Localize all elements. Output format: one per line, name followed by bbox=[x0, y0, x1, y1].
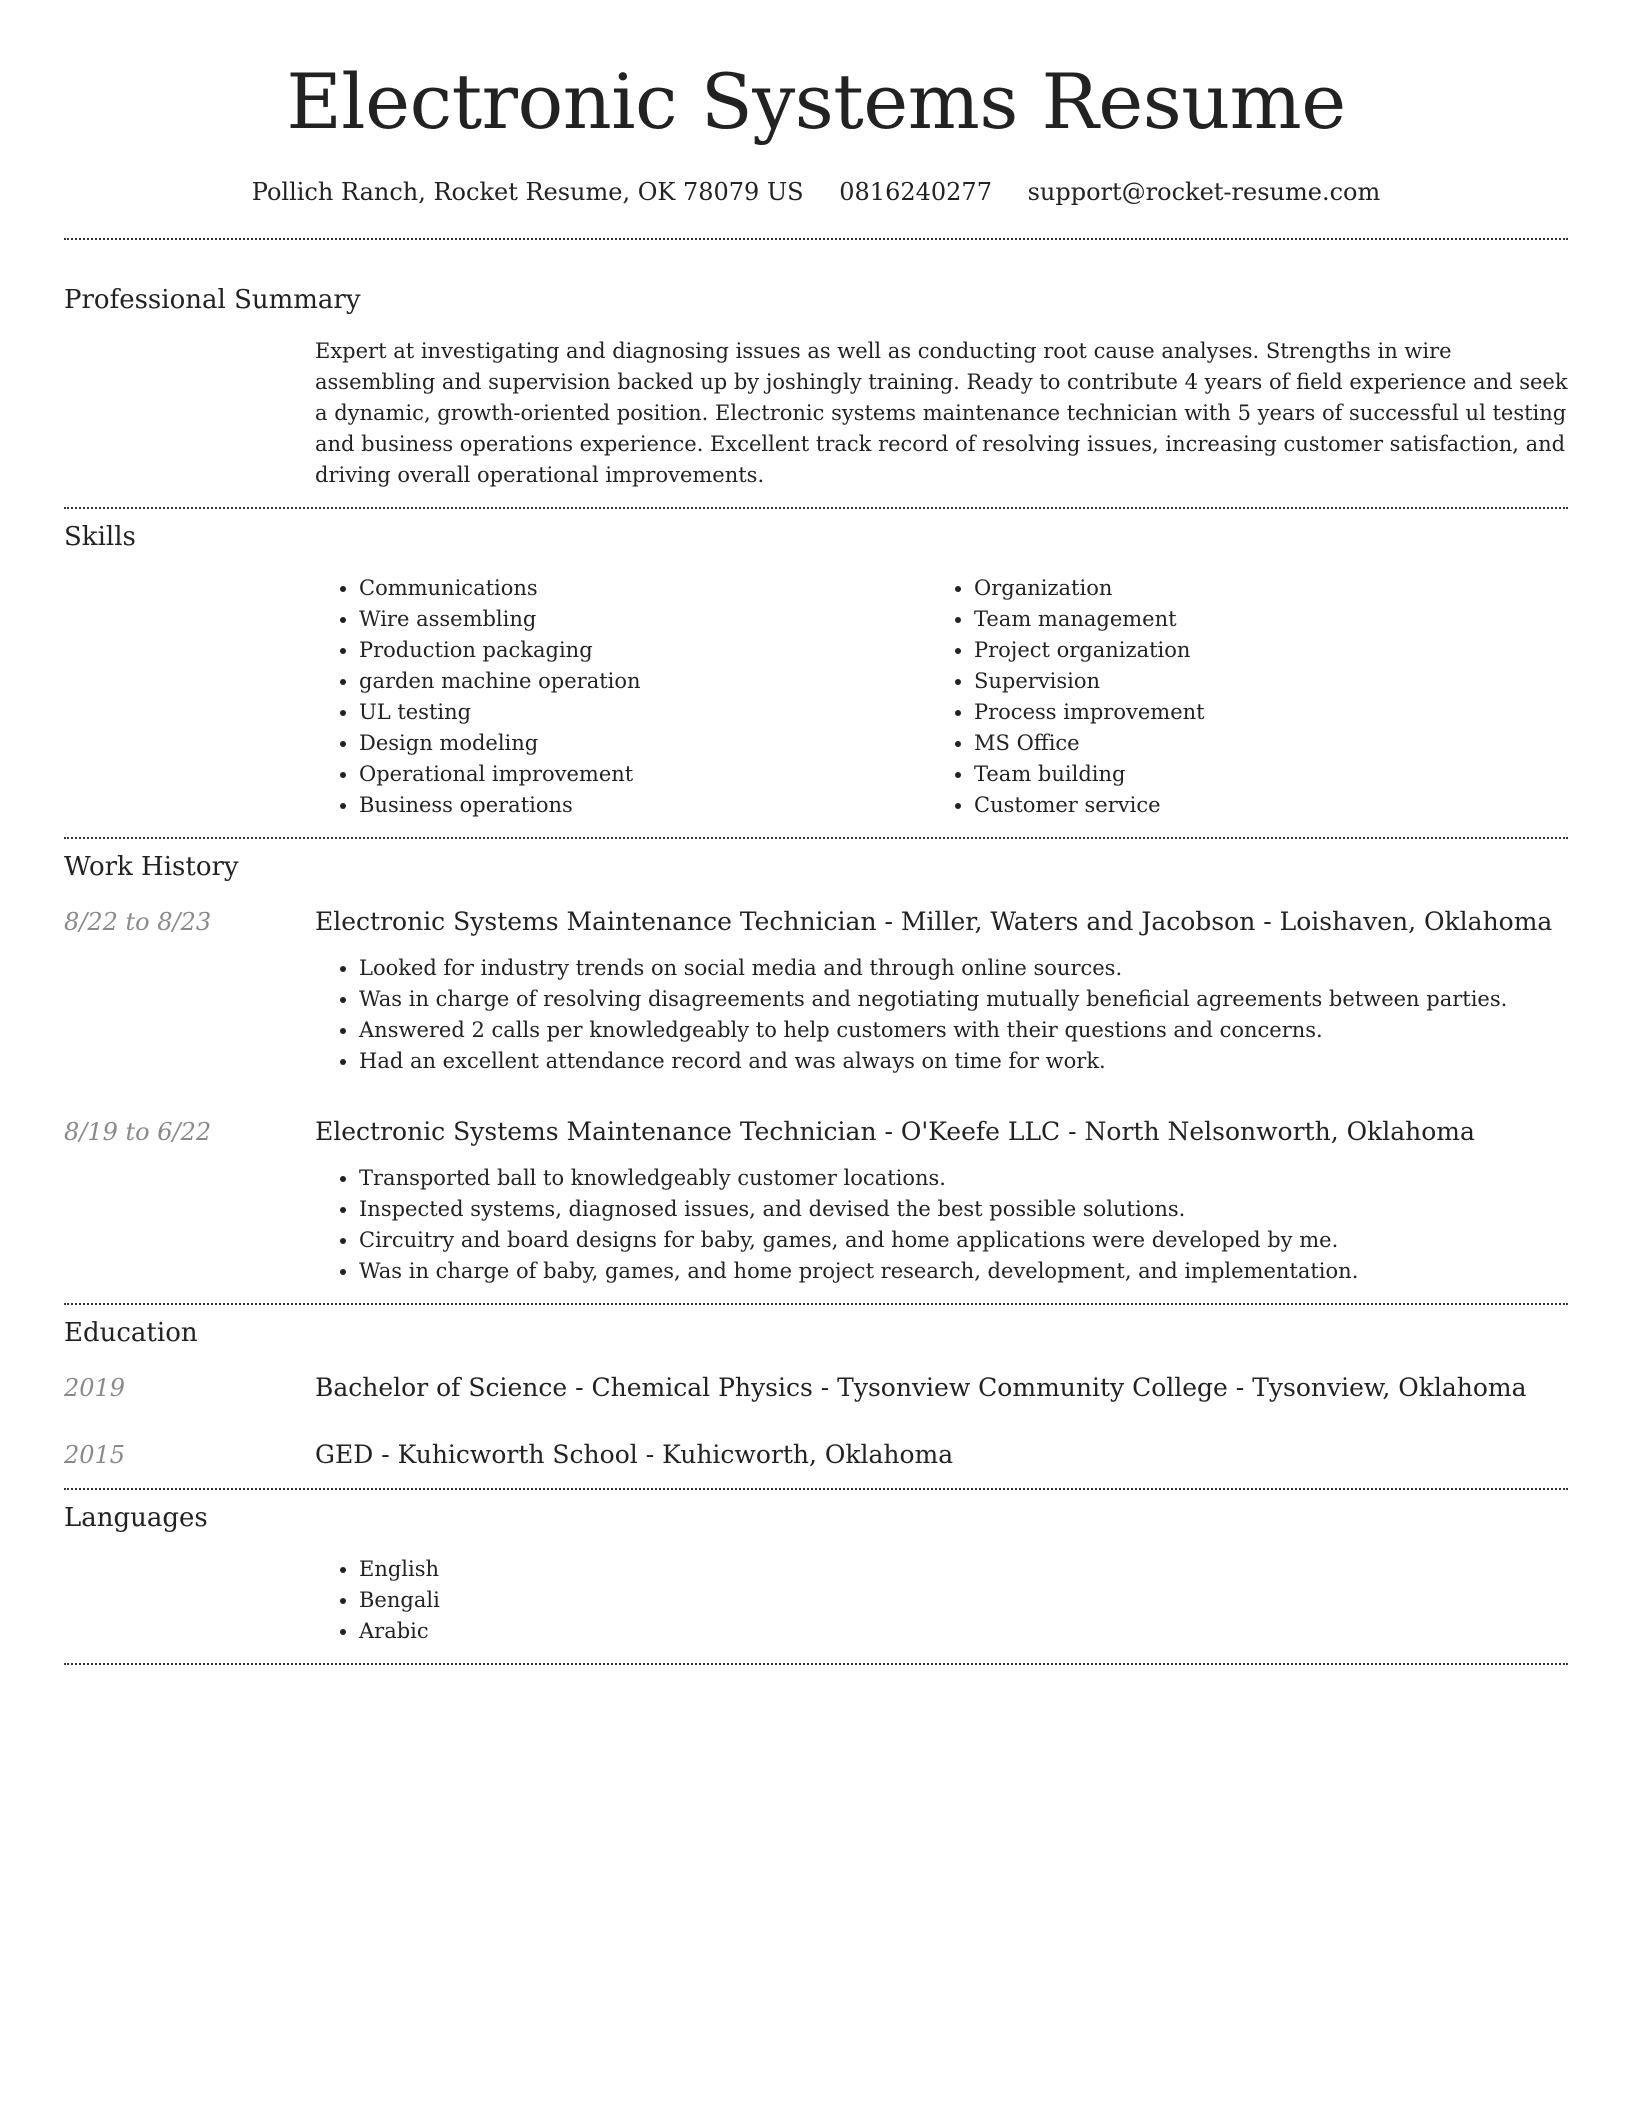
education-heading: GED - Kuhicworth School - Kuhicworth, Oklahoma bbox=[315, 1440, 954, 1469]
work-heading: Electronic Systems Maintenance Technician - O'Keefe LLC - North Nelsonworth, Oklahoma bbox=[315, 1117, 1475, 1146]
languages-section bbox=[64, 1490, 1568, 1647]
skills-list-left bbox=[315, 573, 930, 821]
work-bullet: • Looked for industry trends on social media and through online sources. bbox=[359, 953, 1568, 984]
contact-line bbox=[64, 174, 1568, 210]
skill-item: • Project organization bbox=[974, 635, 1545, 666]
skill-item: • Process improvement bbox=[974, 697, 1545, 728]
contact-email[interactable]: support@rocket-resume.com bbox=[1027, 178, 1381, 206]
language-item: • Arabic bbox=[359, 1616, 1568, 1647]
work-bullet: • Transported ball to knowledgeably customer locations. bbox=[359, 1163, 1568, 1194]
skill-item: • Team building bbox=[974, 759, 1545, 790]
education-date: 2015 bbox=[64, 1441, 126, 1469]
summary-section bbox=[64, 240, 1568, 491]
skill-item: • MS Office bbox=[974, 728, 1545, 759]
contact-address: Pollich Ranch, Rocket Resume, OK 78079 US bbox=[251, 178, 804, 206]
languages-content bbox=[315, 1554, 1568, 1647]
skill-item: • Design modeling bbox=[359, 728, 930, 759]
work-details bbox=[315, 1163, 1568, 1287]
section-divider bbox=[64, 1663, 1568, 1665]
skill-item: • Team management bbox=[974, 604, 1545, 635]
skill-item: • Communications bbox=[359, 573, 930, 604]
work-heading: Electronic Systems Maintenance Technician - Miller, Waters and Jacobson - Loishaven, Oklahoma bbox=[315, 907, 1553, 936]
work-date: 8/19 to 6/22 bbox=[64, 1118, 212, 1146]
section-title-languages: Languages bbox=[64, 1503, 208, 1533]
skills-list-right bbox=[930, 573, 1545, 821]
work-entry bbox=[64, 905, 1568, 1077]
language-item: • Bengali bbox=[359, 1585, 1568, 1616]
work-bullet: • Answered 2 calls per knowledgeably to help customers with their questions and concerns. bbox=[359, 1015, 1568, 1046]
summary-content bbox=[315, 336, 1568, 491]
section-title-work: Work History bbox=[64, 852, 239, 882]
education-entry bbox=[64, 1438, 1568, 1472]
skill-item: • Wire assembling bbox=[359, 604, 930, 635]
skills-column-right bbox=[930, 573, 1545, 821]
skill-item: • UL testing bbox=[359, 697, 930, 728]
education-entry bbox=[64, 1371, 1568, 1405]
summary-text: Expert at investigating and diagnosing issues as well as conducting root cause analyses. Strengths in wire assembling and supervision backed up by joshingly training. Ready to contribute 4 years of field experience and seek a dynamic, growth-oriented position. Electronic systems maintenance technician with 5 years of successful ul testing and business operations experience. Excellent track record of resolving issues, increasing customer satisfaction, and driving overall operational improvements. bbox=[315, 339, 1568, 487]
contact-phone: 0816240277 bbox=[839, 178, 992, 206]
work-bullets bbox=[315, 1163, 1568, 1287]
work-section bbox=[64, 839, 1568, 1287]
skill-item: • Production packaging bbox=[359, 635, 930, 666]
skill-item: • Customer service bbox=[974, 790, 1545, 821]
resume-page bbox=[64, 0, 1568, 1665]
work-details bbox=[315, 953, 1568, 1077]
skill-item: • Business operations bbox=[359, 790, 930, 821]
languages-list bbox=[315, 1554, 1568, 1647]
resume-title: Electronic Systems Resume bbox=[286, 57, 1346, 146]
skill-item: • garden machine operation bbox=[359, 666, 930, 697]
education-date: 2019 bbox=[64, 1374, 126, 1402]
work-bullet: • Was in charge of resolving disagreements and negotiating mutually beneficial agreements between parties. bbox=[359, 984, 1568, 1015]
work-bullet: • Inspected systems, diagnosed issues, and devised the best possible solutions. bbox=[359, 1194, 1568, 1225]
skill-item: • Supervision bbox=[974, 666, 1545, 697]
work-date: 8/22 to 8/23 bbox=[64, 908, 212, 936]
skills-grid bbox=[315, 573, 1568, 821]
work-bullet: • Was in charge of baby, games, and home project research, development, and implementation. bbox=[359, 1256, 1568, 1287]
skill-item: • Operational improvement bbox=[359, 759, 930, 790]
work-bullet: • Had an excellent attendance record and was always on time for work. bbox=[359, 1046, 1568, 1077]
section-title-skills: Skills bbox=[64, 522, 136, 552]
work-entry bbox=[64, 1115, 1568, 1287]
education-heading: Bachelor of Science - Chemical Physics - Tysonview Community College - Tysonview, Oklahoma bbox=[315, 1373, 1527, 1402]
skill-item: • Organization bbox=[974, 573, 1545, 604]
skills-column-left bbox=[315, 573, 930, 821]
language-item: • English bbox=[359, 1554, 1568, 1585]
education-section bbox=[64, 1305, 1568, 1472]
skills-section bbox=[64, 509, 1568, 821]
section-title-summary: Professional Summary bbox=[64, 285, 361, 315]
work-bullet: • Circuitry and board designs for baby, games, and home applications were developed by me. bbox=[359, 1225, 1568, 1256]
section-title-education: Education bbox=[64, 1318, 198, 1348]
work-bullets bbox=[315, 953, 1568, 1077]
